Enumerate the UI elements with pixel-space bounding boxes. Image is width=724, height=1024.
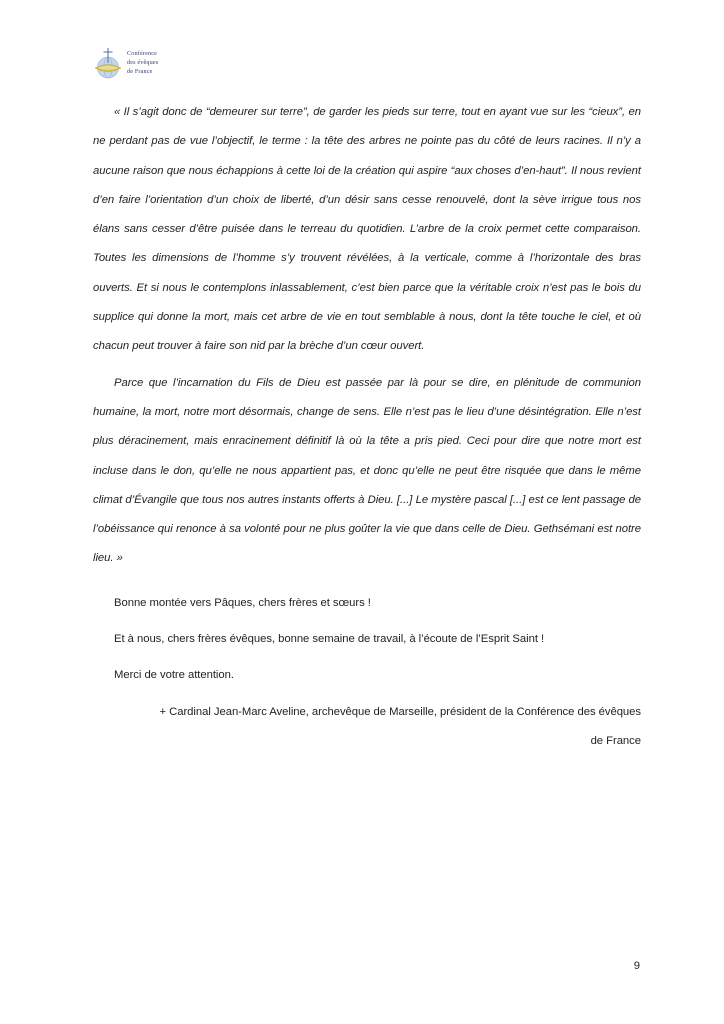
signature-block: + Cardinal Jean-Marc Aveline, archevêque de Marseille, président de la Conférence des évêques de France <box>159 705 641 747</box>
conference-logo <box>93 46 158 80</box>
logo-line-1: Conférence <box>127 50 158 58</box>
conference-des-eveques-de-france-logo-icon <box>93 46 123 80</box>
paragraph-quote-part-1: « Il s’agit donc de “demeurer sur terre”, de garder les pieds sur terre, tout en ayant vue sur les “cieux”, en ne perdant pas de vue l’objectif, le terme : la tête des arbres ne pointe pas du côté de leurs racines. Il n’y a aucune raison que nous échappions à cette loi de la création qui aspire “aux choses d’en-haut”. Il nous revient d’en faire l’orientation d’un choix de liberté, d’un désir sans cesse renouvelé, dont la sève irrigue tous nos élans sans cesser d’être puisée dans le terreau du quotidien. L’arbre de la croix permet cette comparaison. Toutes les dimensions de l’homme s’y trouvent révélées, à la verticale, comme à l’horizontale des bras ouverts. Et si nous le contemplons inlassablement, c’est bien parce que la véritable croix n’est pas le bois du supplice qui donne la mort, mais cet arbre de vie en tout semblable à nous, dont la tête touche le ciel, et où chacun peut trouver à faire son nid par la brèche d’un cœur ouvert. <box>93 106 641 353</box>
paragraph-spacer <box>93 618 641 625</box>
paragraph-spacer <box>93 691 641 698</box>
document-body <box>93 98 641 756</box>
logo-line-2: des évêques <box>127 59 159 66</box>
paragraph-closing-easter-wish: Bonne montée vers Pâques, chers frères et sœurs ! <box>114 596 371 609</box>
paragraph-spacer <box>93 654 641 661</box>
page-number: 9 <box>633 960 640 972</box>
paragraph-closing-thanks: Merci de votre attention. <box>114 669 234 682</box>
paragraph-closing-bishops-wish: Et à nous, chers frères évêques, bonne semaine de travail, à l’écoute de l’Esprit Saint ! <box>114 633 545 646</box>
paragraph-quote-part-2: Parce que l’incarnation du Fils de Dieu est passée par là pour se dire, en plénitude de communion humaine, la mort, notre mort désormais, change de sens. Elle n’est pas le lieu d’une désintégration. Elle n’est plus déracinement, mais enracinement définitif là où la tête a pris pied. Ceci pour dire que notre mort est incluse dans le don, qu’elle ne nous appartient pas, et donc qu’elle ne peut être risquée que dans le même climat d’Évangile que tous nos autres instants offerts à Dieu. [...] Le mystère pascal [...] est ce lent passage de l’obéissance qui renonce à sa volonté pour ne plus goûter la vie que dans celle de Dieu. Gethsémani est notre lieu. » <box>93 376 641 565</box>
logo-wordmark <box>127 49 158 77</box>
paragraph-spacer <box>93 362 641 369</box>
paragraph-spacer <box>93 574 641 589</box>
logo-line-3: de France <box>127 67 153 75</box>
